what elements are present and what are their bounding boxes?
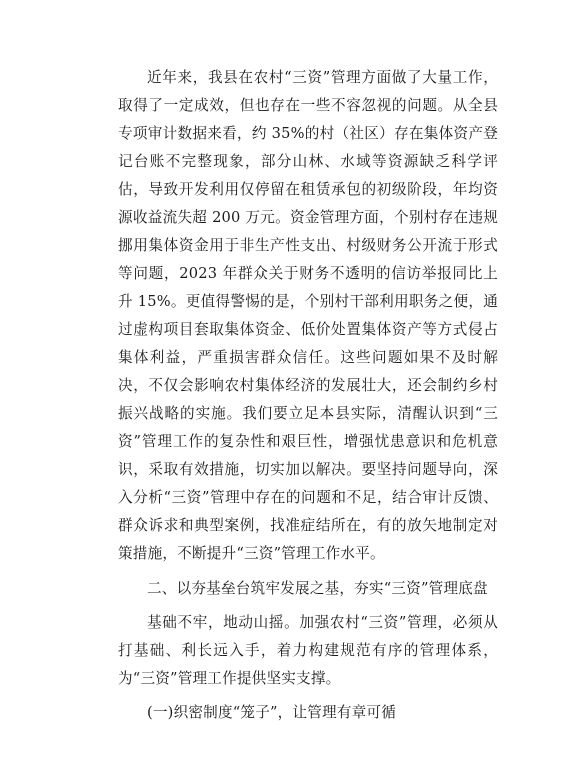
paragraph-problems: 近年来，我县在农村“三资”管理方面做了大量工作，取得了一定成效，但也存在一些不容忽视的问题。从全县专项审计数据来看，约 35%的村（社区）存在集体资产登记台账不完整现象，部分山林、水域等资源缺乏科学评估，导致开发利用仅停留在租赁承包的初级阶段，年均资源收益流失超 200 万元。资金管理方面，个别村存在违规挪用集体资金用于非生产性支出、村级财务公开流于形式等问题，2023 年群众关于财务不透明的信访举报同比上升 15%。更值得警惕的是，个别村干部利用职务之便，通过虚构项目套取集体资金、低价处置集体资产等方式侵占集体利益，严重损害群众信任。这些问题如果不及时解决，不仅会影响农村集体经济的发展壮大，还会制约乡村振兴战略的实施。我们要立足本县实际，清醒认识到“三资”管理工作的复杂性和艰巨性，增强忧患意识和危机意识，采取有效措施，切实加以解决。要坚持问题导向，深入分析“三资”管理中存在的问题和不足，结合审计反馈、群众诉求和典型案例，找准症结所在，有的放矢地制定对策措施，不断提升“三资”管理工作水平。	[118, 69, 498, 562]
section-heading-2: 二、以夯基垒台筑牢发展之基，夯实“三资”管理底盘	[147, 580, 488, 597]
sub-heading-1: (一)织密制度“笼子”，让管理有章可循	[147, 704, 397, 721]
paragraph-foundation: 基础不牢，地动山摇。加强农村“三资”管理，必须从打基础、利长远入手，着力构建规范有序的管理体系，为“三资”管理工作提供坚实支撑。	[118, 614, 498, 687]
document-body	[118, 64, 498, 727]
